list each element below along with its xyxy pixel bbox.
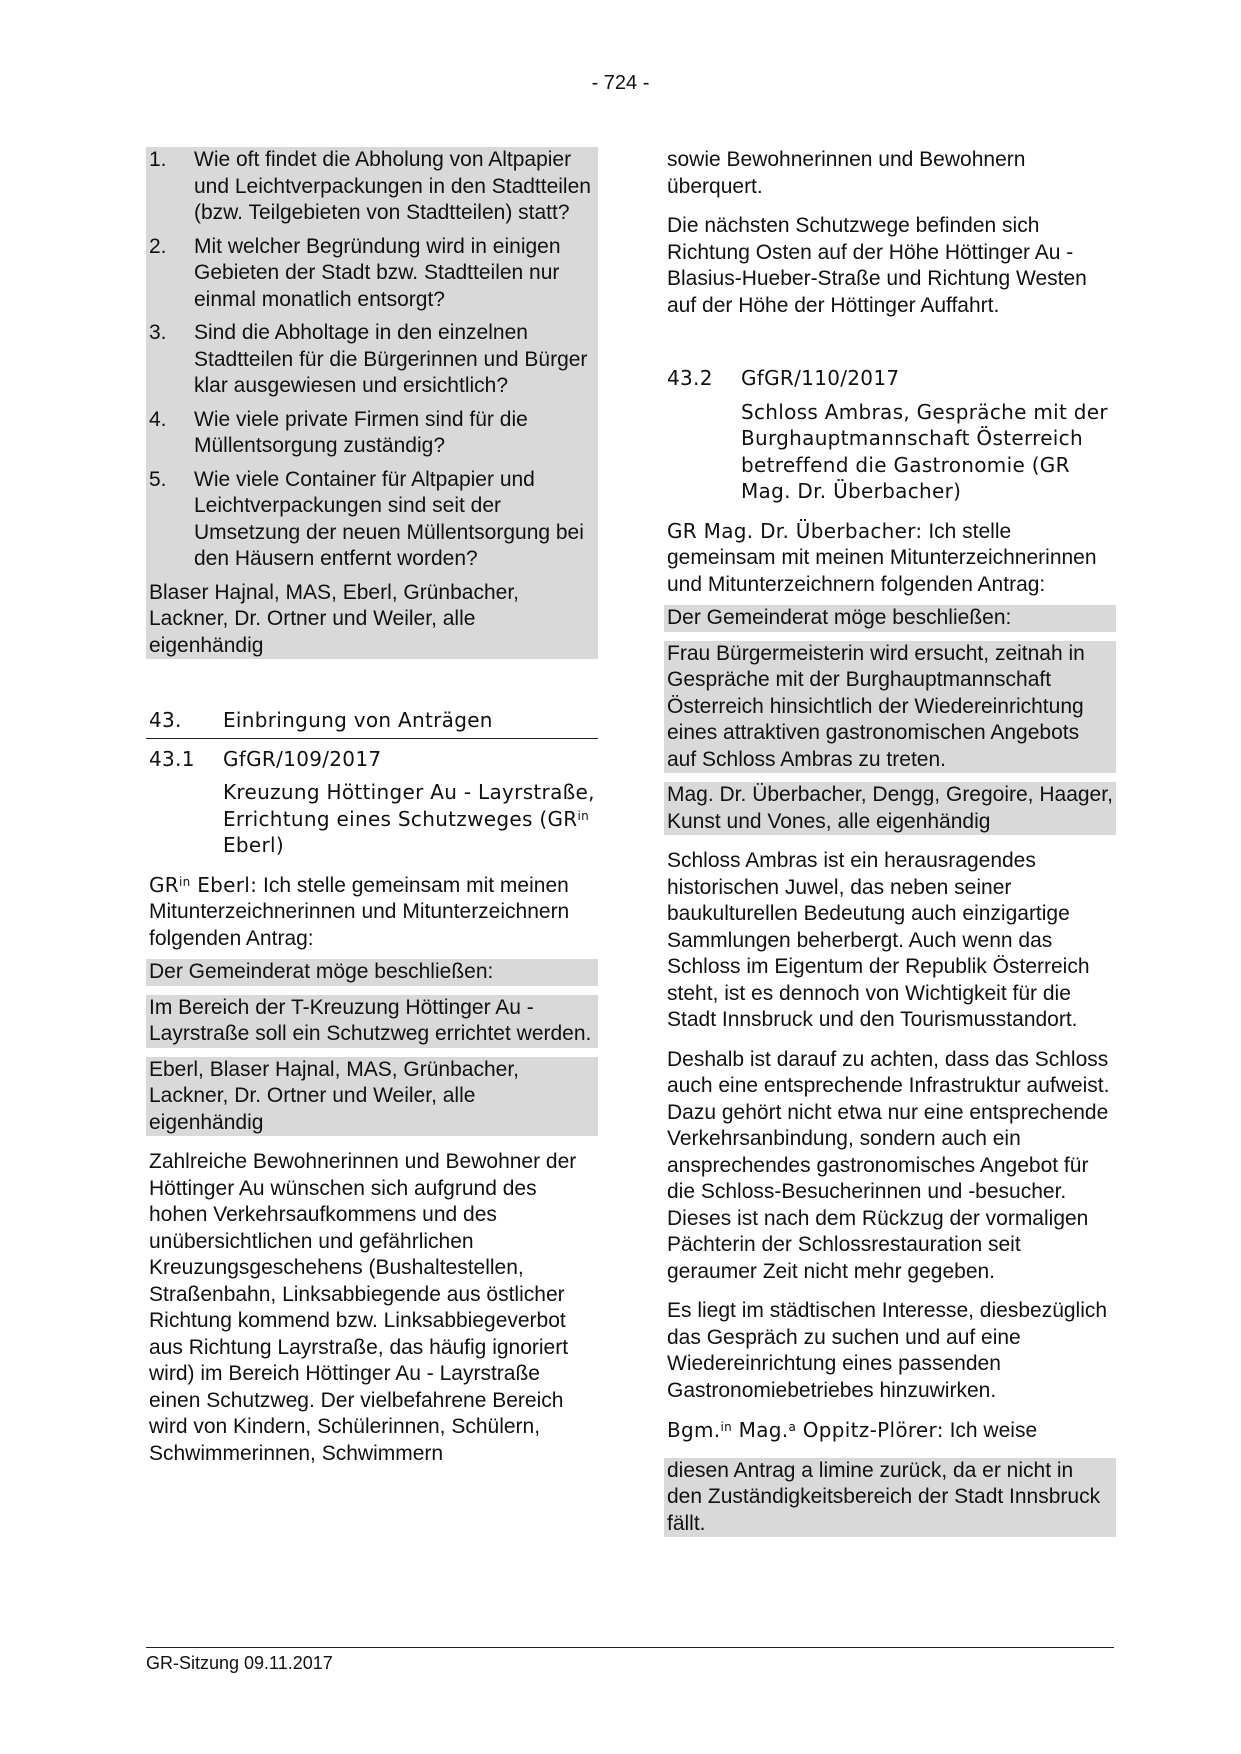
question-text: Wie oft findet die Abholung von Altpapier und Leichtverpackungen in den Stadtteilen (bzw. Teilgebieten von Stadtteilen) statt? bbox=[194, 148, 591, 224]
questions-block bbox=[146, 147, 598, 659]
footer-text: GR-Sitzung 09.11.2017 bbox=[146, 1653, 333, 1673]
question-text: Mit welcher Begründung wird in einigen Gebieten der Stadt bzw. Stadtteilen nur einmal monatlich entsorgt? bbox=[194, 234, 561, 311]
item-code: GfGR/110/2017 bbox=[741, 366, 900, 390]
justification-text: Schloss Ambras ist ein herausragendes historischen Juwel, das neben seiner baukulturellen Bedeutung auch einzigartige Sammlungen beherbergt. Auch wenn das Schloss im Eigentum der Republik Österreich steht, ist es dennoch von Wichtigkeit für die Stadt Innsbruck und den Tourismusstandort. bbox=[667, 849, 1090, 1031]
question-number: 4. bbox=[149, 407, 167, 431]
question-item bbox=[146, 234, 598, 314]
section-title: Einbringung von Anträgen bbox=[223, 708, 493, 732]
reply-decision: diesen Antrag a limine zurück, da er nicht in den Zuständigkeitsbereich der Stadt Innsbruck fällt. bbox=[664, 1458, 1116, 1538]
speaker-name: $GR^{in}$ Eberl: bbox=[149, 872, 258, 897]
motion-signatures: Mag. Dr. Überbacher, Dengg, Gregoire, Haager, Kunst und Vones, alle eigenhändig bbox=[667, 783, 1113, 833]
justification-text: Deshalb ist darauf zu achten, dass das Schloss auch eine entsprechende Infrastruktur aufweist. Dazu gehört nicht etwa nur eine entsprechende Verkehrsanbindung, sondern auch ein ansprechendes gastronomisches Angebot für die Schloss-Besucherinnen und -besucher. Dieses ist nach dem Rückzug der vormaligen Pächterin der Schlossrestauration seit geraumer Zeit nicht mehr gegeben. bbox=[667, 1047, 1110, 1283]
motion-head: Der Gemeinderat möge beschließen: bbox=[149, 960, 494, 983]
motion-head: Der Gemeinderat möge beschließen: bbox=[667, 606, 1012, 629]
left-column bbox=[146, 147, 598, 1467]
motion-block bbox=[664, 605, 1116, 835]
item-heading bbox=[146, 746, 598, 773]
justification-text: Es liegt im städtischen Interesse, diesbezüglich das Gespräch zu suchen und auf eine Wiedereinrichtung eines passenden Gastronomiebetriebes hinzuwirken. bbox=[667, 1299, 1108, 1402]
question-text: Wie viele Container für Altpapier und Leichtverpackungen sind seit der Umsetzung der neuen Müllentsorgung bei den Häusern entfernt worden? bbox=[194, 467, 584, 570]
speaker-paragraph: $GR^{in}$ Eberl: Ich stelle gemeinsam mit meinen Mitunterzeichnerinnen und Mitunterzeichnern folgenden Antrag: bbox=[149, 872, 570, 950]
section-number: 43. bbox=[149, 708, 182, 732]
question-item bbox=[146, 320, 598, 400]
question-number: 5. bbox=[149, 467, 167, 491]
item-number: 43.2 bbox=[667, 366, 713, 390]
question-item bbox=[146, 147, 598, 227]
item-heading bbox=[664, 365, 1116, 392]
reply-paragraph: Bgm.$^{in}$ Mag.$^a$ Oppitz-Plörer: Ich weise bbox=[667, 1418, 1038, 1442]
question-item bbox=[146, 407, 598, 460]
item-code: GfGR/109/2017 bbox=[223, 746, 382, 771]
questions-signatures: Blaser Hajnal, MAS, Eberl, Grünbacher, Lackner, Dr. Ortner und Weiler, alle eigenhändig bbox=[149, 580, 520, 657]
continued-text: sowie Bewohnerinnen und Bewohnern überquert. bbox=[667, 148, 1026, 198]
motion-text: Frau Bürgermeisterin wird ersucht, zeitnah in Gespräche mit der Burghauptmannschaft Österreich hinsichtlich der Wiedereinrichtung eines attraktiven gastronomischen Angebots auf Schloss Ambras zu treten. bbox=[667, 641, 1085, 771]
section-heading bbox=[146, 707, 598, 739]
justification-text: Zahlreiche Bewohnerinnen und Bewohner der Höttinger Au wünschen sich aufgrund des hohen Verkehrsaufkommens und des unübersichtlichen und gefährlichen Kreuzungsgeschehens (Bushaltestellen, Straßenbahn, Linksabbiegende aus östlicher Richtung kommend bzw. Linksabbiegeverbot aus Richtung Layrstraße, das häufig ignoriert wird) im Bereich Höttinger Au - Layrstraße einen Schutzweg. Der vielbefahrene Bereich wird von Kindern, Schülerinnen, Schülern, Schwimmerinnen, Schwimmern bbox=[149, 1150, 577, 1465]
question-text: Wie viele private Firmen sind für die Müllentsorgung zuständig? bbox=[194, 407, 528, 457]
motion-signatures: Eberl, Blaser Hajnal, MAS, Grünbacher, Lackner, Dr. Ortner und Weiler, alle eigenhändig bbox=[149, 1057, 520, 1134]
footer-divider bbox=[146, 1647, 1114, 1648]
reply-speaker: Bgm.$^{in}$ Mag.$^a$ Oppitz-Plörer: bbox=[667, 1418, 944, 1442]
speaker-paragraph: GR Mag. Dr. Überbacher: Ich stelle gemeinsam mit meinen Mitunterzeichnerinnen und Mitunterzeichnern folgenden Antrag: bbox=[667, 518, 1097, 596]
question-text: Sind die Abholtage in den einzelnen Stadtteilen für die Bürgerinnen und Bürger klar ausgewiesen und ersichtlich? bbox=[194, 321, 588, 397]
item-title: Schloss Ambras, Gespräche mit der Burghauptmannschaft Österreich betreffend die Gastronomie (GR Mag. Dr. Überbacher) bbox=[741, 399, 1108, 503]
motion-block bbox=[146, 959, 598, 1136]
speaker-name: GR Mag. Dr. Überbacher: bbox=[667, 518, 923, 543]
item-title: Kreuzung Höttinger Au - Layrstraße, Errichtung eines Schutzweges ($GR^{in}$ Eberl) bbox=[223, 780, 595, 857]
question-number: 3. bbox=[149, 321, 167, 344]
motion-text: Im Bereich der T-Kreuzung Höttinger Au - Layrstraße soll ein Schutzweg errichtet werden. bbox=[149, 995, 592, 1045]
question-item bbox=[146, 467, 598, 573]
continued-text: Die nächsten Schutzwege befinden sich Richtung Osten auf der Höhe Höttinger Au - Blasius-Hueber-Straße und Richtung Westen auf der Höhe der Höttinger Auffahrt. bbox=[667, 214, 1087, 317]
right-column bbox=[664, 147, 1116, 1537]
item-number: 43.1 bbox=[149, 746, 195, 771]
page-number: - 724 - bbox=[591, 72, 650, 94]
question-number: 2. bbox=[149, 234, 167, 258]
question-number: 1. bbox=[149, 148, 167, 171]
